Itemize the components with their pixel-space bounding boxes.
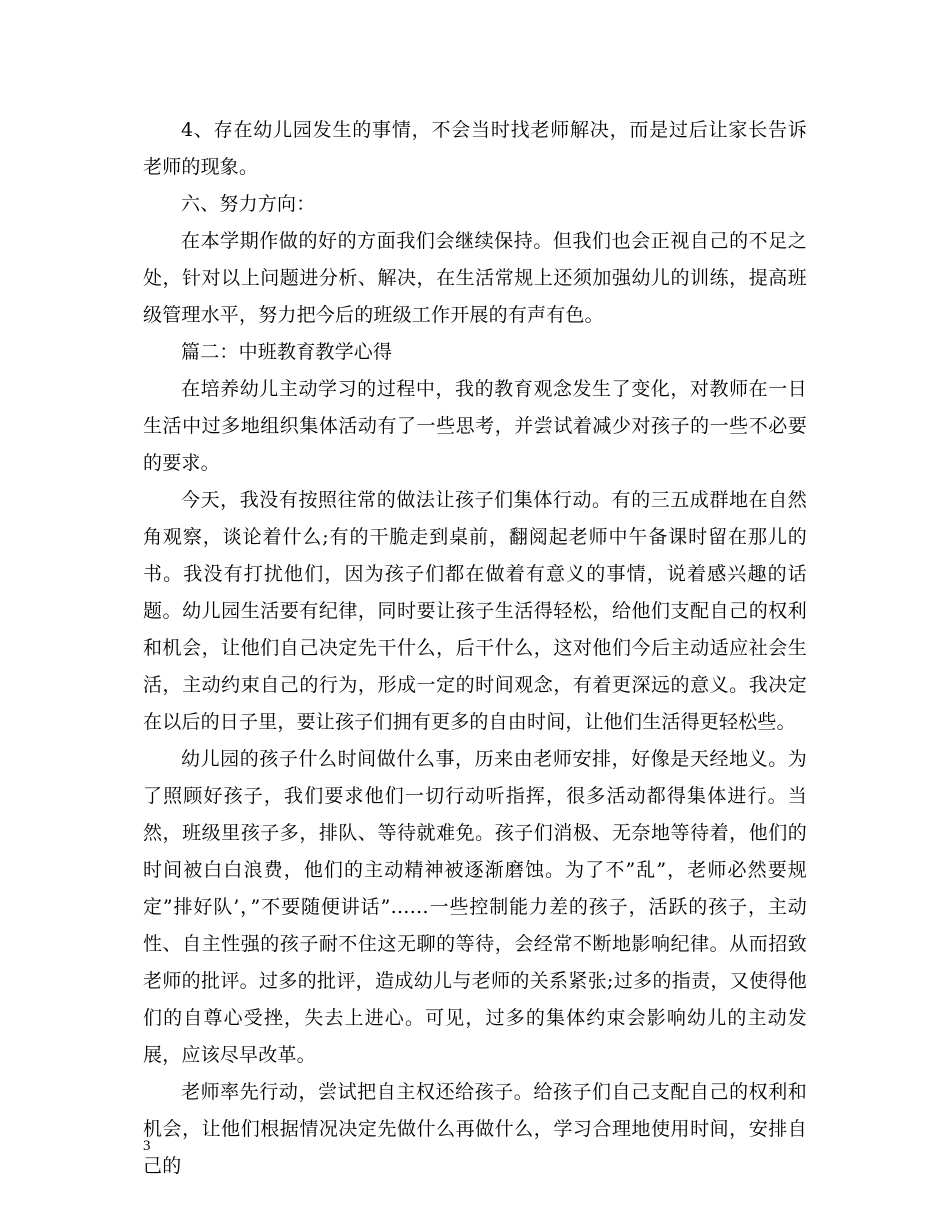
paragraph-item-4: 4、存在幼儿园发生的事情，不会当时找老师解决，而是过后让家长告诉老师的现象。: [143, 119, 807, 178]
page-number: 3: [143, 1138, 151, 1154]
paragraph-schedule: 幼儿园的孩子什么时间做什么事，历来由老师安排，好像是天经地义。为了照顾好孩子，我们要求他们一切行动听指挥，很多活动都得集体进行。当然，班级里孩子多，排队、等待就难免。孩子们消极、无奈地等待着，他们的时间被白白浪费，他们的主动精神被逐渐磨蚀。为了不”乱”，老师必然要规定”排好队’，”不要随便讲话”……一些控制能力差的孩子，活跃的孩子，主动性、自主性强的孩子耐不住这无聊的等待，会经常不断地影响纪律。从而招致老师的批评。过多的批评，造成幼儿与老师的关系紧张;过多的指责，又使得他们的自尊心受挫，失去上进心。可见，过多的集体约束会影响幼儿的主动发展，应该尽早改革。: [143, 748, 807, 1066]
article-title-part-two: 篇二：中班教育教学心得: [181, 341, 393, 363]
paragraph-autonomy: 老师率先行动，尝试把自主权还给孩子。给孩子们自己支配自己的权利和机会，让他们根据情况决定先做什么再做什么，学习合理地使用时间，安排自己的: [143, 1081, 807, 1177]
paragraph-today: 今天，我没有按照往常的做法让孩子们集体行动。有的三五成群地在自然角观察，谈论着什么;有的干脆走到桌前，翻阅起老师中午备课时留在那儿的书。我没有打扰他们，因为孩子们都在做着有意义的事情，说着感兴趣的话题。幼儿园生活要有纪律，同时要让孩子生活得轻松，给他们支配自己的权利和机会，让他们自己决定先干什么，后干什么，这对他们今后主动适应社会生活，主动约束自己的行为，形成一定的时间观念，有着更深远的意义。我决定在以后的日子里，要让孩子们拥有更多的自由时间，让他们生活得更轻松些。: [143, 489, 807, 733]
paragraph-intro: 在培养幼儿主动学习的过程中，我的教育观念发生了变化，对教师在一日生活中过多地组织集体活动有了一些思考，并尝试着减少对孩子的一些不必要的要求。: [143, 378, 807, 474]
section-heading-direction: 六、努力方向：: [181, 193, 316, 215]
document-body: [143, 112, 807, 1185]
paragraph-direction: 在本学期作做的好的方面我们会继续保持。但我们也会正视自己的不足之处，针对以上问题进分析、解决，在生活常规上还须加强幼儿的训练，提高班级管理水平，努力把今后的班级工作开展的有声有色。: [143, 230, 807, 326]
